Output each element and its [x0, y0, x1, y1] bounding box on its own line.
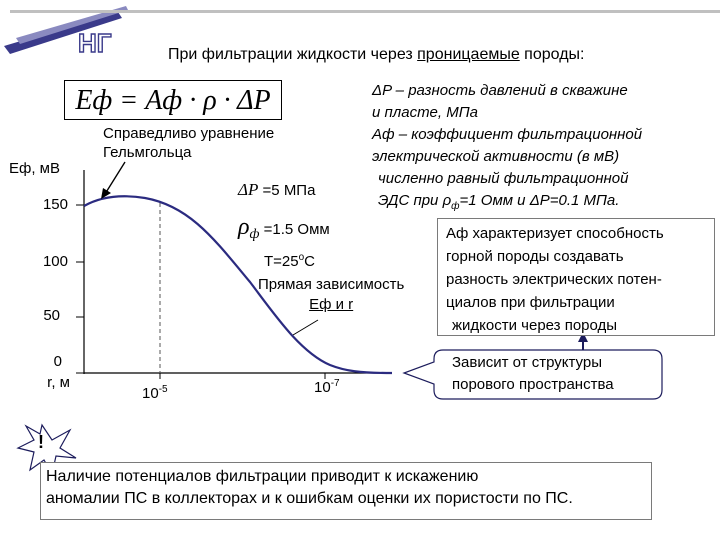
- y-tick-label-150: 150: [42, 196, 68, 213]
- y-tick-label-0: 0: [53, 353, 62, 370]
- x-axis-label: r, м: [47, 374, 70, 391]
- relation-note: Прямая зависимость Eф и r: [258, 276, 405, 313]
- y-tick-label-50: 50: [43, 307, 60, 324]
- structure-text: Зависит от структуры порового пространства: [452, 354, 614, 393]
- logo-text: НГ: [78, 28, 112, 58]
- formula-text: Eф = Aф · ρ · ΔP: [75, 85, 271, 116]
- af-description-text: Aф характеризует способность горной породы создавать разность электрических потен- циалов при фильтрации жидкости через породы: [446, 225, 664, 334]
- x-tick-label-1: $10^{-5}$: [142, 384, 168, 402]
- slide-title: При фильтрации жидкости через проницаемые породы:: [168, 46, 585, 63]
- title-underlined-word: проницаемые: [417, 46, 520, 63]
- rho-value: $\rho_ф =1.5$ Омм: [238, 214, 330, 242]
- y-axis-label: Eф, мВ: [9, 160, 60, 177]
- legend: ΔP – разность давлений в скважине и пласте, МПа Aф – коэффициент фильтрационной электрической активности (в мВ) численно равный фильтрационной ЭДС при $\rho_ф=1$ Омм и ΔP=0.1 МПа.: [372, 82, 643, 212]
- x-tick-label-2: $10^{-7}$: [314, 378, 340, 396]
- callout-arrow: [105, 162, 125, 194]
- dp-value: ΔP =5 МПа: [238, 180, 316, 199]
- warning-text: Наличие потенциалов фильтрации приводит к искажению аномалии ПС в коллекторах и к ошибкам оценки их пористости по ПС.: [46, 468, 573, 507]
- temperature: $T=25^oC$: [264, 252, 316, 270]
- y-tick-label-100: 100: [42, 253, 68, 270]
- warning-mark: !: [38, 432, 44, 452]
- relation-arrow: [293, 320, 318, 335]
- helmholtz-callout: Справедливо уравнение Гельмгольца: [103, 125, 275, 161]
